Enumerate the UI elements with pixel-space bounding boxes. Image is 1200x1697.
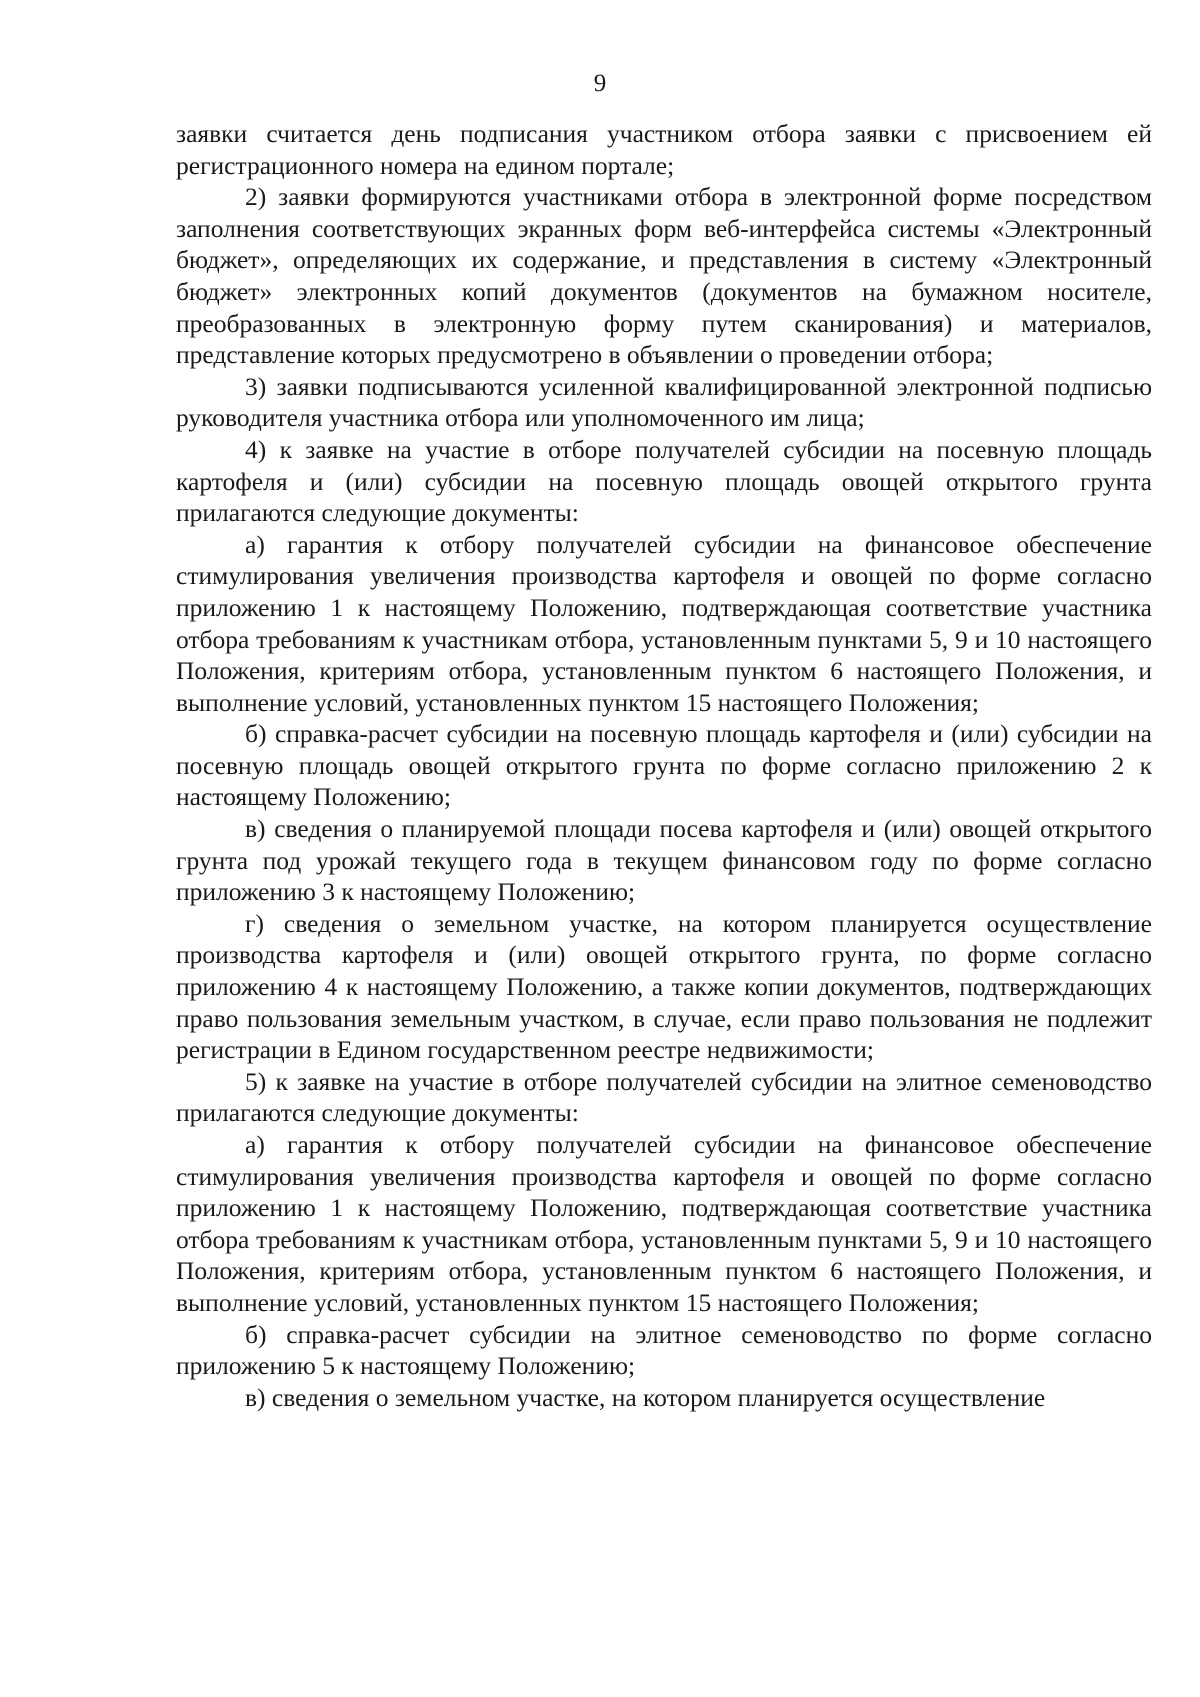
paragraph-item-5v: в) сведения о земельном участке, на котором планируется осуществление <box>245 1382 1046 1412</box>
paragraph-item-4g: г) сведения о земельном участке, на котором планируется осуществление производства картофеля и (или) овощей открытого грунта, по форме согласно приложению 4 к настоящему Положению, а также копии документов, подтверждающих право пользования земельным участком, в случае, если право пользования не подлежит регистрации в Едином государственном реестре недвижимости; <box>176 908 1152 1065</box>
paragraph-item-2: 2) заявки формируются участниками отбора в электронной форме посредством заполнения соответствующих экранных форм веб-интерфейса системы «Электронный бюджет», определяющих их содержание, и представления в систему «Электронный бюджет» электронных копий документов (документов на бумажном носителе, преобразованных в электронную форму путем сканирования) и материалов, представление которых предусмотрено в объявлении о проведении отбора; <box>176 182 1152 370</box>
paragraph-item-5a: а) гарантия к отбору получателей субсидии на финансовое обеспечение стимулирования увеличения производства картофеля и овощей по форме согласно приложению 1 к настоящему Положению, подтверждающая соответствие участника отбора требованиям к участникам отбора, установленным пунктами 5, 9 и 10 настоящего Положения, критериям отбора, установленным пунктом 6 настоящего Положения, и выполнение условий, установленных пунктом 15 настоящего Положения; <box>176 1130 1152 1317</box>
paragraph-item-4b: б) справка-расчет субсидии на посевную площадь картофеля и (или) субсидии на посевную площадь овощей открытого грунта по форме согласно приложению 2 к настоящему Положению; <box>176 719 1152 812</box>
paragraph-item-3: 3) заявки подписываются усиленной квалифицированной электронной подписью руководителя участника отбора или уполномоченного им лица; <box>176 371 1152 433</box>
document-body <box>176 118 1152 1413</box>
paragraph-item-4a: а) гарантия к отбору получателей субсидии на финансовое обеспечение стимулирования увеличения производства картофеля и овощей по форме согласно приложению 1 к настоящему Положению, подтверждающая соответствие участника отбора требованиям к участникам отбора, установленным пунктами 5, 9 и 10 настоящего Положения, критериям отбора, установленным пунктом 6 настоящего Положения, и выполнение условий, установленных пунктом 15 настоящего Положения; <box>176 529 1152 717</box>
paragraph-item-4: 4) к заявке на участие в отборе получателей субсидии на посевную площадь картофеля и (или) субсидии на посевную площадь овощей открытого грунта прилагаются следующие документы: <box>176 434 1152 528</box>
paragraph-item-5: 5) к заявке на участие в отборе получателей субсидии на элитное семеноводство прилагаются следующие документы: <box>176 1066 1152 1128</box>
page-number: 9 <box>593 70 607 97</box>
paragraph-item-5b: б) справка-расчет субсидии на элитное семеноводство по форме согласно приложению 5 к настоящему Положению; <box>176 1319 1152 1381</box>
paragraph-continuation: заявки считается день подписания участником отбора заявки с присвоением ей регистрационного номера на едином портале; <box>176 119 1152 180</box>
paragraph-item-4v: в) сведения о планируемой площади посева картофеля и (или) овощей открытого грунта под урожай текущего года в текущем финансовом году по форме согласно приложению 3 к настоящему Положению; <box>176 814 1152 907</box>
